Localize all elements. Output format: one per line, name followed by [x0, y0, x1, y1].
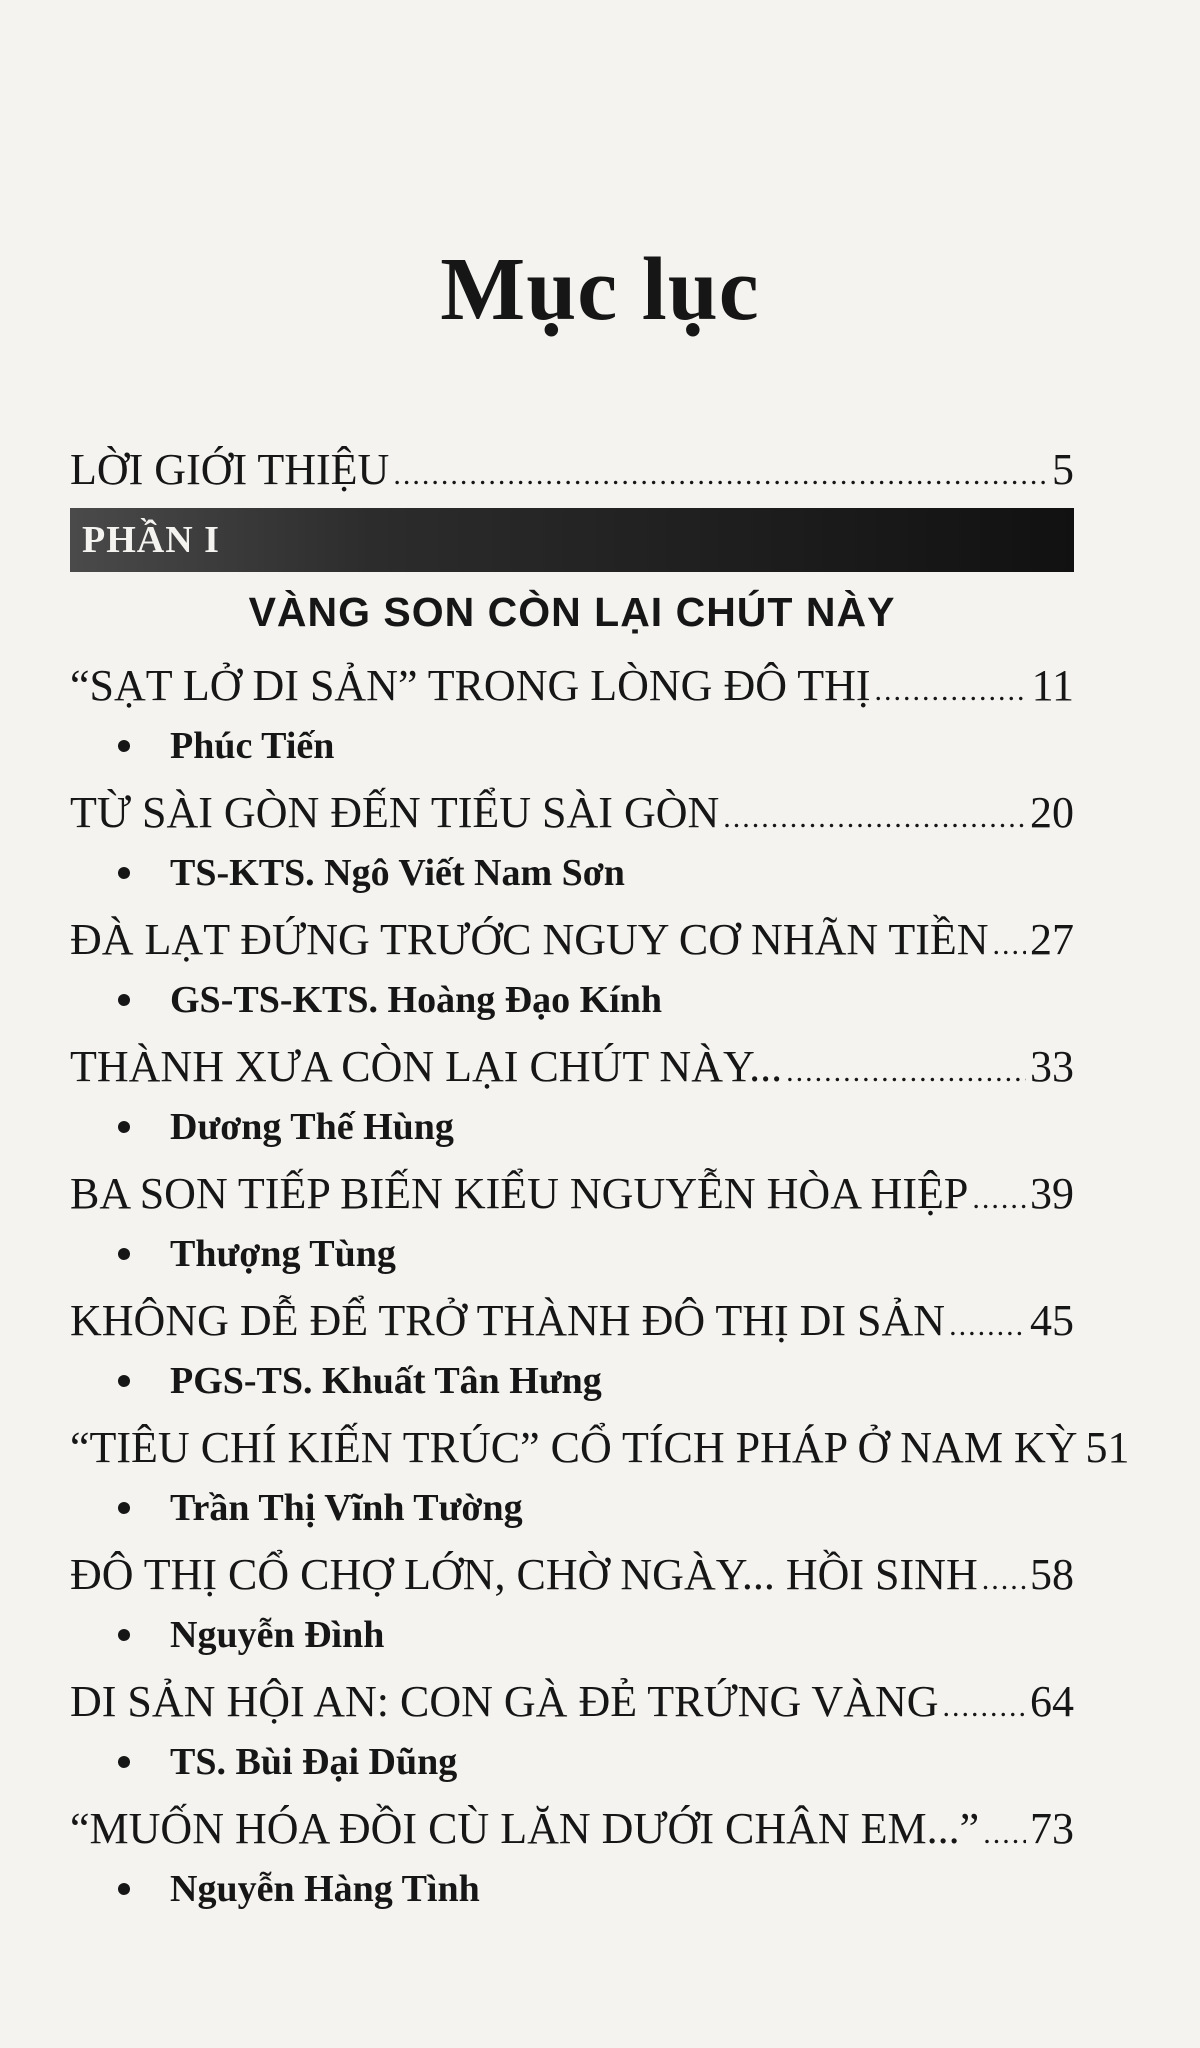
- bullet-icon: [118, 1248, 142, 1260]
- author-name: Trần Thị Vĩnh Tường: [170, 1487, 523, 1529]
- entry-author: [70, 719, 1074, 773]
- bullet-icon: [118, 1883, 142, 1895]
- table-of-contents: [70, 438, 1130, 1916]
- entry-page-number: 33: [1030, 1042, 1074, 1091]
- entry-author: [70, 1608, 1074, 1662]
- toc-entry[interactable]: [70, 1035, 1074, 1099]
- entry-page-number: 51: [1085, 1423, 1130, 1472]
- part-label: PHẦN I: [82, 519, 220, 561]
- entry-page-number: 5: [1052, 445, 1074, 494]
- entry-author: [70, 1100, 1074, 1154]
- toc-entry[interactable]: [70, 1543, 1074, 1607]
- author-name: Dương Thế Hùng: [170, 1106, 454, 1148]
- entry-title: LỜI GIỚI THIỆU: [70, 445, 390, 494]
- bullet-icon: [118, 1375, 142, 1387]
- toc-entry[interactable]: [70, 654, 1074, 718]
- entry-title: THÀNH XƯA CÒN LẠI CHÚT NÀY...: [70, 1042, 783, 1091]
- bullet-icon: [118, 867, 142, 879]
- entry-page-number: 20: [1030, 788, 1074, 837]
- toc-entry[interactable]: [70, 1416, 1130, 1480]
- dot-leader: [943, 1675, 1026, 1739]
- entry-title: ĐÔ THỊ CỔ CHỢ LỚN, CHỜ NGÀY... HỒI SINH: [70, 1550, 978, 1599]
- bullet-icon: [118, 1629, 142, 1641]
- author-name: Nguyễn Đình: [170, 1614, 385, 1656]
- entry-page-number: 45: [1030, 1296, 1074, 1345]
- toc-entry[interactable]: [70, 1289, 1074, 1353]
- toc-entry[interactable]: [70, 781, 1074, 845]
- dot-leader: [983, 1802, 1026, 1866]
- author-name: Thượng Tùng: [170, 1233, 396, 1275]
- toc-entries: [70, 654, 1130, 1916]
- part-header-bar: [70, 508, 1074, 572]
- toc-entry-intro[interactable]: [70, 438, 1074, 502]
- dot-leader: [723, 786, 1026, 850]
- entry-page-number: 64: [1030, 1677, 1074, 1726]
- bullet-icon: [118, 994, 142, 1006]
- dot-leader: [993, 913, 1026, 977]
- toc-entry[interactable]: [70, 908, 1074, 972]
- entry-title: TỪ SÀI GÒN ĐẾN TIỂU SÀI GÒN: [70, 788, 720, 837]
- author-name: TS. Bùi Đại Dũng: [170, 1741, 458, 1783]
- entry-author: [70, 1354, 1074, 1408]
- dot-leader: [393, 443, 1048, 507]
- dot-leader: [875, 659, 1028, 723]
- entry-page-number: 58: [1030, 1550, 1074, 1599]
- author-name: PGS-TS. Khuất Tân Hưng: [170, 1360, 602, 1402]
- entry-title: “SẠT LỞ DI SẢN” TRONG LÒNG ĐÔ THỊ: [70, 661, 871, 710]
- entry-title: ĐÀ LẠT ĐỨNG TRƯỚC NGUY CƠ NHÃN TIỀN: [70, 915, 989, 964]
- entry-title: KHÔNG DỄ ĐỂ TRỞ THÀNH ĐÔ THỊ DI SẢN: [70, 1296, 946, 1345]
- entry-title: “MUỐN HÓA ĐỒI CÙ LĂN DƯỚI CHÂN EM...”: [70, 1804, 980, 1853]
- entry-title: BA SON TIẾP BIẾN KIỂU NGUYỄN HÒA HIỆP: [70, 1169, 969, 1218]
- author-name: Phúc Tiến: [170, 725, 335, 767]
- part-title: VÀNG SON CÒN LẠI CHÚT NÀY: [248, 589, 896, 635]
- author-name: Nguyễn Hàng Tình: [170, 1868, 480, 1910]
- entry-page-number: 73: [1030, 1804, 1074, 1853]
- entry-title: DI SẢN HỘI AN: CON GÀ ĐẺ TRỨNG VÀNG: [70, 1677, 939, 1726]
- toc-entry[interactable]: [70, 1670, 1074, 1734]
- entry-author: [70, 1862, 1074, 1916]
- toc-entry[interactable]: [70, 1797, 1074, 1861]
- bullet-icon: [118, 740, 142, 752]
- author-name: GS-TS-KTS. Hoàng Đạo Kính: [170, 979, 663, 1021]
- entry-author: [70, 1227, 1074, 1281]
- entry-title: “TIÊU CHÍ KIẾN TRÚC” CỔ TÍCH PHÁP Ở NAM KỲ: [70, 1423, 1078, 1472]
- dot-leader: [972, 1167, 1026, 1231]
- bullet-icon: [118, 1121, 142, 1133]
- toc-entry[interactable]: [70, 1162, 1074, 1226]
- entry-author: [70, 973, 1074, 1027]
- entry-page-number: 39: [1030, 1169, 1074, 1218]
- entry-author: [70, 846, 1074, 900]
- entry-page-number: 27: [1030, 915, 1074, 964]
- author-name: TS-KTS. Ngô Viết Nam Sơn: [170, 852, 625, 894]
- bullet-icon: [118, 1502, 142, 1514]
- dot-leader: [949, 1294, 1026, 1358]
- dot-leader: [982, 1548, 1026, 1612]
- page-title: Mục lục: [440, 240, 760, 339]
- entry-page-number: 11: [1031, 661, 1074, 710]
- bullet-icon: [118, 1756, 142, 1768]
- dot-leader: [786, 1040, 1026, 1104]
- entry-author: [70, 1481, 1074, 1535]
- entry-author: [70, 1735, 1074, 1789]
